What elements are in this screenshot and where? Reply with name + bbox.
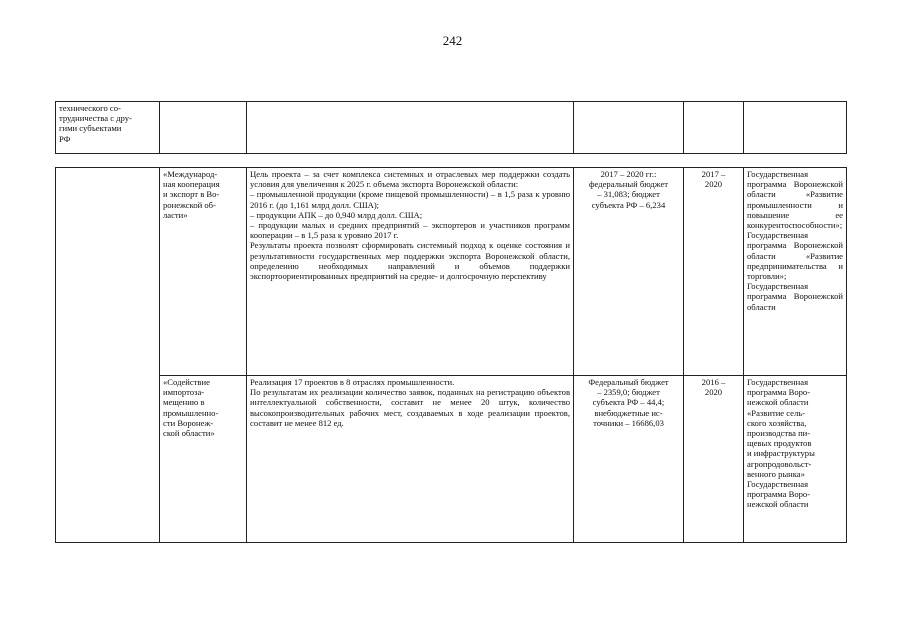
cell-funding: 2017 – 2020 гг.: федеральный бюджет – 31,083; бюджет субъекта РФ – 6,234 [574,168,684,376]
page-number: 242 [442,33,463,48]
cell-project-name: «Междунaрод- ная кооперация и экспорт в Во- ронежской об- ласти» [160,168,247,376]
cell-programs: Государственная программа Воро- нежской области «Развитие сель- ского хозяйства, производства пи- щевых продуктов и инфраструктуры агропродовольст- венного рынка» Государственная программа Воро- нежской области [744,376,847,543]
cell-empty [744,102,847,154]
table-row [56,376,847,543]
cell-empty [574,102,684,154]
table-row [56,102,847,154]
cell-empty [247,102,574,154]
cell-project-name: «Содействие импортоза- мещению в промышленно- сти Воронеж- ской области» [160,376,247,543]
cell-programs: Государственная программа Воронежской области «Развитие промышленности и повышение ее конкурентоспособности»; Государственная программа Воронежской области «Развитие предпринимательства и торговли»; Государственная программа Воронежской области [744,168,847,376]
cell-empty [160,102,247,154]
cell-project-description: Реализация 17 проектов в 8 отраслях промышленности. По результатам их реализации количество заявок, поданных на регистрацию объектов интеллектуальной собственности, составит не менее 20 штук, количество высокопроизводительных рабочих мест, создаваемых в ходе реализации проектов, составит не менее 812 ед. [247,376,574,543]
cell-empty [56,168,160,543]
cell-funding: Федеральный бюджет – 2359,0; бюджет субъекта РФ – 44,4; внебюджетные ис- точники – 16686,03 [574,376,684,543]
cell-period: 2017 – 2020 [684,168,744,376]
cell-name: технического со- трудничества с дру- гими субъектами РФ [56,102,160,154]
projects-table [55,167,847,543]
cell-project-description: Цель проекта – за счет комплекса системных и отраслевых мер поддержки создать условия для увеличения к 2025 г. объема экспорта Воронежской области: – промышленной продукции (кроме пищевой промышленности) – в 1,5 раза к уровню 2016 г. (до 1,161 млрд долл. США); – продукции АПК – до 0,940 млрд долл. США; – продукции малых и средних предприятий – экспортеров и участников программ кооперации – в 1,5 раза к уровню 2017 г. Результаты проекта позволят сформировать системный подход к оценке состояния и результативности государственных мер поддержки экспорта Воронежской области, определению необходимых направлений и объемов поддержки экспортоориентированных предприятий на средне- и долгосрочную перспективу [247,168,574,376]
cell-period: 2016 – 2020 [684,376,744,543]
continuation-table [55,101,847,154]
table-row [56,168,847,376]
cell-empty [684,102,744,154]
